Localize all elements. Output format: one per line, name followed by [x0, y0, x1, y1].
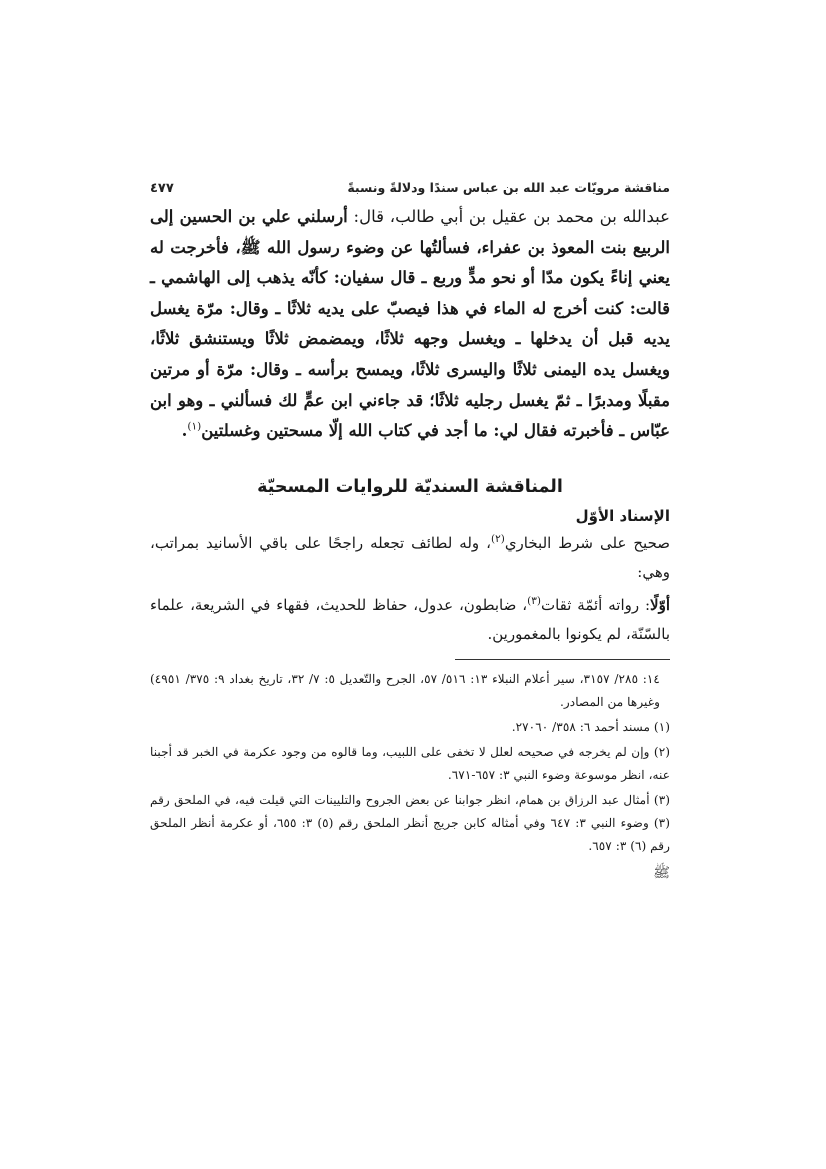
- footnote-ref-2[interactable]: (٢): [490, 532, 505, 545]
- paragraph-2: [150, 591, 670, 649]
- footnote-continuation: ١٤: ٢٨٥/ ٣١٥٧، سير أعلام النبلاء ١٣: ٥١٦/ ٥٧، الجرح والتّعديل ٥: ٧/ ٣٢، تاريخ بغداد ٩: ٣٧٥/ ٤٩٥١) وغيرها من المصادر.: [150, 671, 660, 709]
- section-heading: المناقشة السنديّة للروايات المسحيّة: [257, 476, 563, 497]
- paragraph-2-lead: أوّلًا: [650, 595, 670, 614]
- footnotes: [150, 668, 670, 858]
- narration-text: [150, 202, 670, 447]
- footnote-2: (٢) وإن لم يخرجه في صحيحه لعلل لا تخفى على اللبيب، وما قالوه من وجود عكرمة في الخبر قد أجبنا عنه، انظر موسوعة وضوء النبي ٣: ٦٥٧-٦٧١.: [150, 744, 670, 782]
- paragraph-1: [150, 529, 670, 587]
- paragraph-1-text-b: ، وله لطائف تجعله راجحًا على باقي الأسانيد بمراتب، وهي:: [150, 533, 670, 581]
- footnote-ref-1[interactable]: (١): [187, 420, 202, 433]
- bottom-mark-glyph: ﷺ: [653, 864, 670, 881]
- running-title: مناقشة مرويّات عبد الله بن عباس سندًا ودلالةً ونسبةً: [347, 180, 670, 195]
- footnote-3: (٣) أمثال عبد الرزاق بن همام، انظر جوابنا عن بعض الجروح والتليينات التي قيلت فيه، في الملحق رقم (٣) وضوء النبي ٣: ٦٤٧ وفي أمثاله كابن جريج أنظر الملحق رقم (٥) ٣: ٦٥٥، أو عكرمة أنظر الملحق رقم (٦) ٣: ٦٥٧.: [150, 792, 670, 853]
- sub-heading: الإسناد الأوّل: [575, 506, 670, 525]
- footnote-1: (١) مسند أحمد ٦: ٣٥٨/ ٢٧٠٦٠.: [511, 719, 670, 734]
- footnote-separator: [455, 659, 670, 660]
- book-page: [150, 180, 670, 884]
- page-number: ٤٧٧: [150, 181, 174, 196]
- narration-end: .: [181, 421, 188, 441]
- narration-matn: أرسلني علي بن الحسين إلى الربيع بنت المعوذ بن عفراء، فسألتُها عن وضوء رسول الله ﷺ، فأخرجت له يعني إناءً يكون مدّا أو نحو مدٍّ وربع ـ قال سفيان: كأنّه يذهب إلى الهاشمي ـ قالت: كنت أخرج له الماء في هذا فيصبّ على يديه ثلاثًا ـ وقال: مرّة يغسل يديه قبل أن يدخلها ـ ويغسل وجهه ثلاثًا، ويمضمض ثلاثًا ويستنشق ثلاثًا، ويغسل يده اليمنى ثلاثًا واليسرى ثلاثًا، ويمسح برأسه ـ وقال: مرّة أو مرتين مقبلًا ومدبرًا ـ ثمّ يغسل رجليه ثلاثًا؛ قد جاءني ابن عمٍّ لك فسألني ـ وهو ابن عبّاس ـ فأخبرته فقال لي: ما أجد في كتاب الله إلّا مسحتين وغسلتين: [150, 207, 670, 441]
- paragraph-1-text-a: صحيح على شرط البخاري: [504, 533, 670, 552]
- paragraph-2-text-b: ، ضابطون، عدول، حفاظ للحديث، فقهاء في الشريعة، علماء بالسّنّة، لم يكونوا بالمغمورين.: [150, 595, 670, 643]
- running-header: [150, 180, 670, 198]
- narration-chain: عبدالله بن محمد بن عقيل بن أبي طالب، قال:: [347, 207, 670, 226]
- paragraph-2-text-a: : رواته أئمّة ثقات: [540, 595, 651, 614]
- footnote-ref-3[interactable]: (٣): [527, 594, 541, 607]
